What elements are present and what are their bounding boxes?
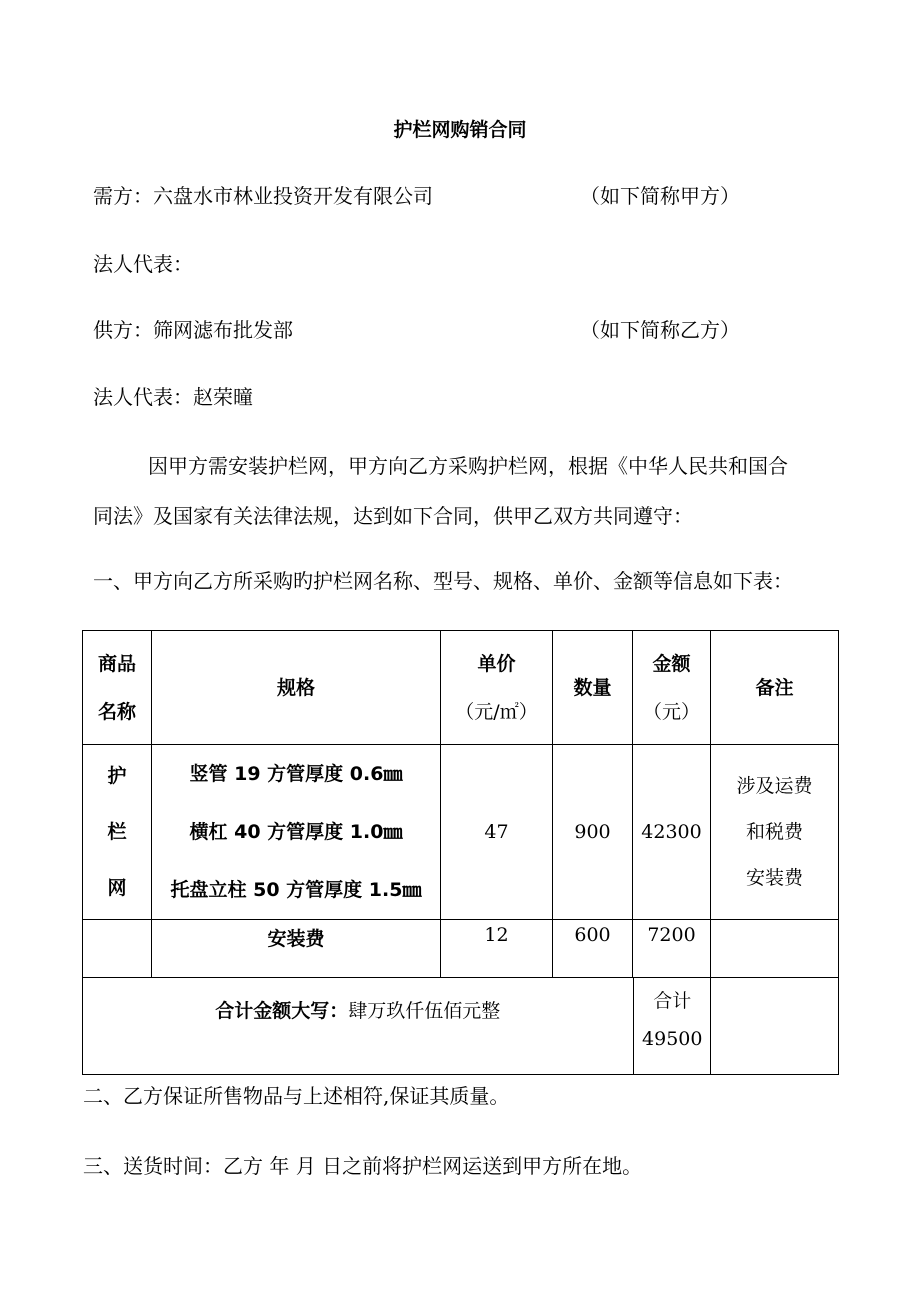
intro-paragraph-line-2: 同法》及国家有关法律法规，达到如下合同，供甲乙双方共同遵守： (93, 504, 693, 528)
header-spec: 规格 (152, 631, 441, 745)
table-row (83, 920, 839, 978)
cell-quantity: 900 (553, 745, 633, 920)
seller-representative: 法人代表：赵荣曈 (93, 385, 253, 409)
table-header-row (83, 631, 839, 745)
cell-remark (711, 920, 839, 978)
cell-remark: 涉及运费 和税费 安装费 (711, 745, 839, 920)
clause-two: 二、乙方保证所售物品与上述相符,保证其质量。 (83, 1084, 510, 1108)
total-amount-sum: 合计 49500 (642, 990, 703, 1050)
goods-table (82, 630, 839, 1075)
document-title: 护栏网购销合同 (393, 119, 527, 141)
cell-unit-price: 47 (441, 745, 553, 920)
header-amount: 金额 （元） (633, 631, 711, 745)
header-quantity: 数量 (553, 631, 633, 745)
seller-line: 供方：筛网滤布批发部 (93, 318, 293, 342)
cell-unit-price: 12 (441, 920, 553, 978)
cell-spec: 安装费 (152, 920, 441, 978)
cell-quantity: 600 (553, 920, 633, 978)
cell-amount: 7200 (633, 920, 711, 978)
table-row (83, 745, 839, 920)
buyer-representative: 法人代表： (93, 252, 193, 276)
header-unit-price: 单价 （元/㎡） (441, 631, 553, 745)
buyer-alias-note: （如下简称甲方） (580, 184, 740, 208)
header-remark: 备注 (711, 631, 839, 745)
total-amount-in-words: 合计金额大写：肆万玖仟伍佰元整 (83, 978, 633, 1074)
intro-paragraph-line-1: 因甲方需安装护栏网，甲方向乙方采购护栏网，根据《中华人民共和国合 (148, 454, 788, 478)
cell-spec: 竖管 19 方管厚度 0.6㎜ 横杠 40 方管厚度 1.0㎜ 托盘立柱 50 方管厚度 1.5㎜ (152, 745, 441, 920)
clause-one: 一、甲方向乙方所采购旳护栏网名称、型号、规格、单价、金额等信息如下表： (93, 569, 793, 593)
cell-amount: 42300 (633, 745, 711, 920)
cell-remark (711, 978, 839, 1075)
header-product-name: 商品 名称 (83, 631, 152, 745)
cell-product-name (83, 920, 152, 978)
total-cell-wrapper (83, 978, 711, 1075)
cell-product-name: 护 栏 网 (83, 745, 152, 920)
buyer-line: 需方：六盘水市林业投资开发有限公司 (93, 184, 433, 208)
seller-alias-note: （如下简称乙方） (580, 318, 740, 342)
table-total-row (83, 978, 839, 1075)
clause-three: 三、送货时间：乙方 年 月 日之前将护栏网运送到甲方所在地。 (83, 1154, 643, 1178)
